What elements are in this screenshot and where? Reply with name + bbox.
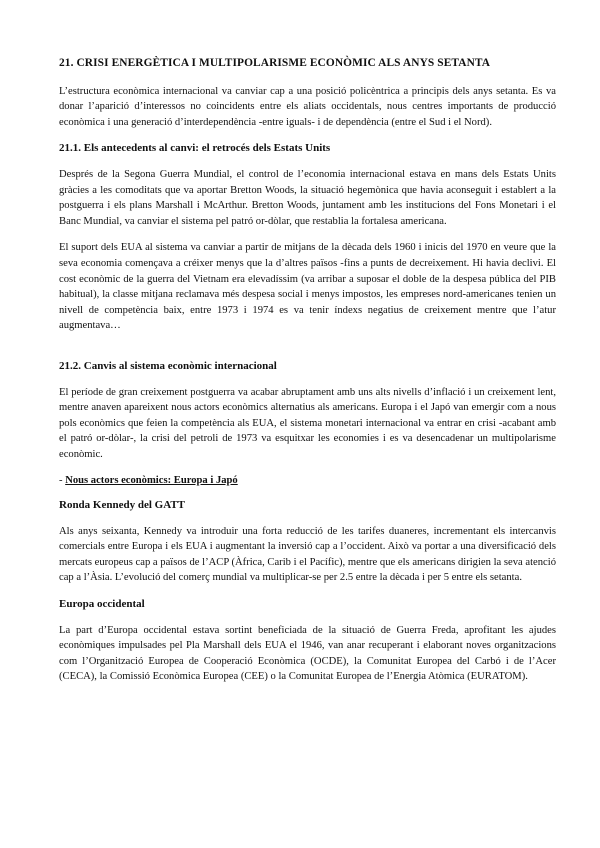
intro-paragraph: L’estructura econòmica internacional va canviar cap a una posició policèntrica a principis dels anys setanta. Es va donar l’aparició d’interessos no coincidents entre els aliats occidentals, nous centres importants de producció econòmica i una generació d’interdependència -entre iguals- i de dependència (entre el Sud i el Nord). [59, 85, 556, 128]
heading-europa-occidental: Europa occidental [59, 598, 145, 611]
section-heading-21-2: 21.2. Canvis al sistema econòmic internacional [59, 359, 277, 372]
subsection-label [59, 473, 556, 489]
section-21-1-paragraph-1: Després de la Segona Guerra Mundial, el control de l’economia internacional estava en mans dels Estats Units gràcies a les comoditats que va aportar Bretton Woods, la situació hegemònica que havia aconseguit i establert a la postguerra i els plans Marshall i McArthur. Bretton Woods, juntament amb les institucions del Fons Monetari i el Banc Mundial, va canviar el sistema pel patró or-dòlar, que restablia la fortalesa americana. [59, 168, 556, 227]
section-21-1-paragraph-2: El suport dels EUA al sistema va canviar a partir de mitjans de la dècada dels 1960 i inicis del 1970 en veure que la seva economia començava a créixer menys que la d’altres països -fins a punts de decreixement. Hi havia declivi. El cost econòmic de la guerra del Vietnam era elevadíssim (va arribar a suposar el doble de la despesa pública del PIB habitual), la classe mitjana reclamava més despesa social i menys impostos, les empreses nord-americanes tenien un nivell de competència baix, entre 1973 i 1974 es va tenir índexs negatius de creixement mentre que l’atur augmentava… [59, 242, 556, 332]
subsection-label-text: Nous actors econòmics: Europa i Japó [65, 475, 238, 487]
subsection-bullet: - [59, 475, 66, 487]
section-21-2-paragraph-1: El període de gran creixement postguerra va acabar abruptament amb uns alts nivells d’inflació i un creixement lent, mentre anaven apareixent nous actors econòmics alternatius als americans. Europa i el Japó van emergir com a nous pols econòmics que feien la competència als EUA, el sistema monetari internacional va entrar en crisi -acabant amb el patró or-dòlar-, la crisi del petroli de 1973 va esquitxar les economies i es va desencadenar un multipolarisme econòmic. [59, 386, 556, 460]
section-heading-21-1: 21.1. Els antecedents al canvi: el retrocés dels Estats Units [59, 142, 331, 155]
spacer [59, 345, 556, 359]
europa-paragraph: La part d’Europa occidental estava sortint beneficiada de la situació de Guerra Freda, aprofitant les ajudes econòmiques impulsades pel Pla Marshall dels EUA el 1946, van anar recuperant i elaborant noves organitzacions com l’Organització Europea de Cooperació Econòmica (OCDE), la Comunitat Europea del Carbó i de l’Acer (CECA), la Comissió Econòmica Europea (CEE) o la Comunitat Europea de l’Energia Atòmica (EURATOM). [59, 624, 556, 683]
document-title: 21. CRISI ENERGÈTICA I MULTIPOLARISME ECONÒMIC ALS ANYS SETANTA [59, 57, 491, 69]
gatt-paragraph: Als anys seixanta, Kennedy va introduir una forta reducció de les tarifes duaneres, incrementant els intercanvis comercials entre Europa i els EUA i augmentant la inversió cap a l’occident. Això va portar a una diversificació dels mercats europeus cap a països de l’ACP (Àfrica, Carib i el Pacífic), mentre que els americans dirigien la seva atenció cap a l’Àsia. L’evolució del comerç mundial va multiplicar-se per 2.5 entre la dècada i per 5 entre els setanta. [59, 525, 556, 584]
heading-ronda-kennedy: Ronda Kennedy del GATT [59, 499, 186, 512]
